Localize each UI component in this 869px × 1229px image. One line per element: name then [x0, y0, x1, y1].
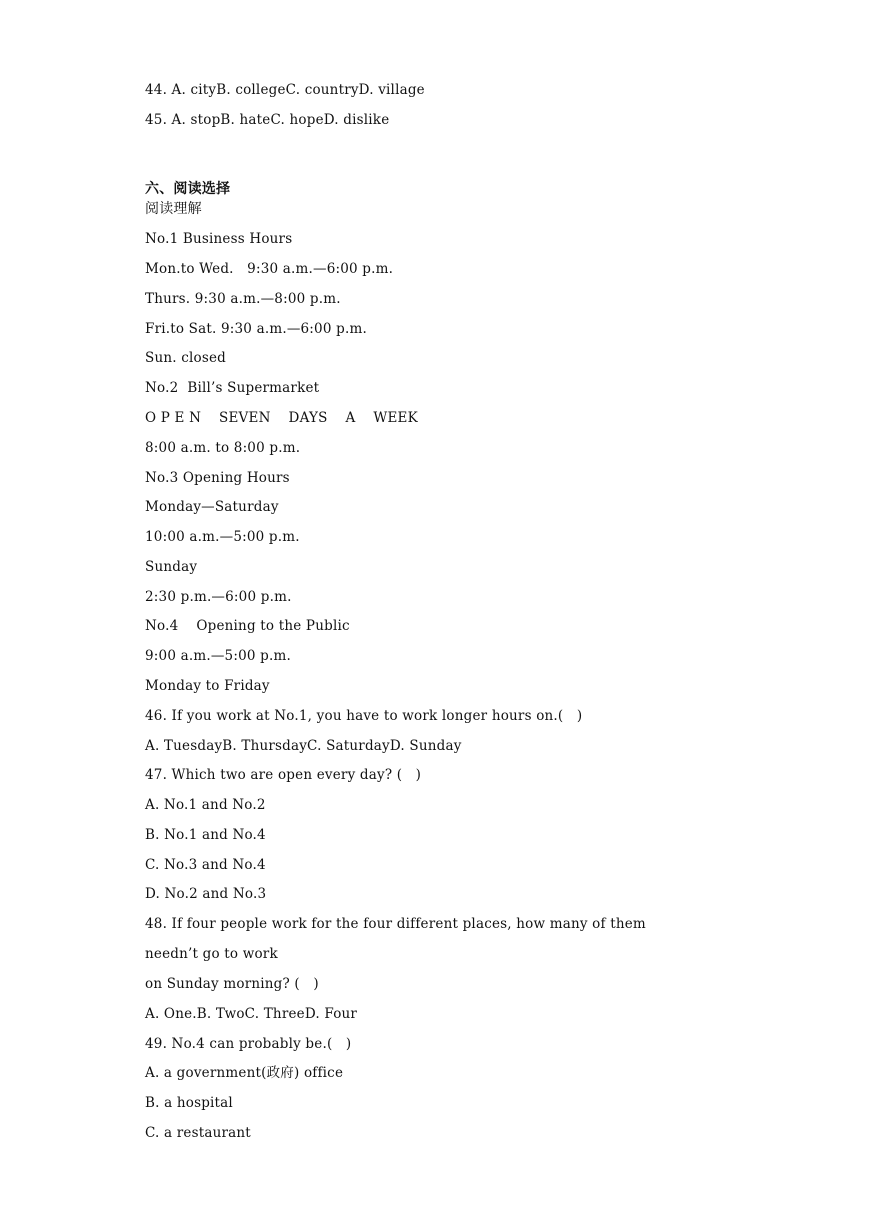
passage-line: Thurs. 9:30 a.m.—8:00 p.m. — [145, 291, 341, 307]
passage-line: Monday—Saturday — [145, 499, 279, 515]
passage-line: Sunday — [145, 559, 198, 575]
passage-line: No.2 Bill’s Supermarket — [145, 380, 320, 396]
section-subtitle: 阅读理解 — [145, 201, 202, 217]
question-line: A. a government(政府) office — [145, 1065, 344, 1081]
question-line: A. TuesdayB. ThursdayC. SaturdayD. Sunday — [145, 738, 462, 754]
passage-line: 9:00 a.m.—5:00 p.m. — [145, 648, 291, 664]
question-line: on Sunday morning? ( ) — [145, 976, 319, 992]
passage-line: Fri.to Sat. 9:30 a.m.—6:00 p.m. — [145, 321, 367, 337]
passage-line: Sun. closed — [145, 350, 226, 366]
question-line: 49. No.4 can probably be.( ) — [145, 1036, 352, 1052]
passage-line: Mon.to Wed. 9:30 a.m.—6:00 p.m. — [145, 261, 394, 277]
passage-line: O P E N SEVEN DAYS A WEEK — [145, 410, 418, 426]
question-44: 44. A. cityB. collegeC. countryD. village — [145, 82, 425, 98]
passage-line: 10:00 a.m.—5:00 p.m. — [145, 529, 300, 545]
question-line: 48. If four people work for the four different places, how many of them — [145, 916, 646, 932]
passage-line: No.3 Opening Hours — [145, 470, 290, 486]
question-line: A. One.B. TwoC. ThreeD. Four — [145, 1006, 358, 1022]
question-line: B. a hospital — [145, 1095, 233, 1111]
passage-line: Monday to Friday — [145, 678, 270, 694]
passage-line: No.4 Opening to the Public — [145, 618, 350, 634]
question-line: C. a restaurant — [145, 1125, 251, 1141]
question-line: A. No.1 and No.2 — [145, 797, 266, 813]
question-line: needn’t go to work — [145, 946, 278, 962]
section-title: 六、阅读选择 — [145, 181, 231, 197]
question-line: D. No.2 and No.3 — [145, 886, 267, 902]
question-line: B. No.1 and No.4 — [145, 827, 266, 843]
passage-line: 8:00 a.m. to 8:00 p.m. — [145, 440, 301, 456]
question-line: 47. Which two are open every day? ( ) — [145, 767, 422, 783]
question-45: 45. A. stopB. hateC. hopeD. dislike — [145, 112, 390, 128]
question-line: C. No.3 and No.4 — [145, 857, 266, 873]
passage-line: 2:30 p.m.—6:00 p.m. — [145, 589, 292, 605]
passage-line: No.1 Business Hours — [145, 231, 293, 247]
question-line: 46. If you work at No.1, you have to work longer hours on.( ) — [145, 708, 583, 724]
